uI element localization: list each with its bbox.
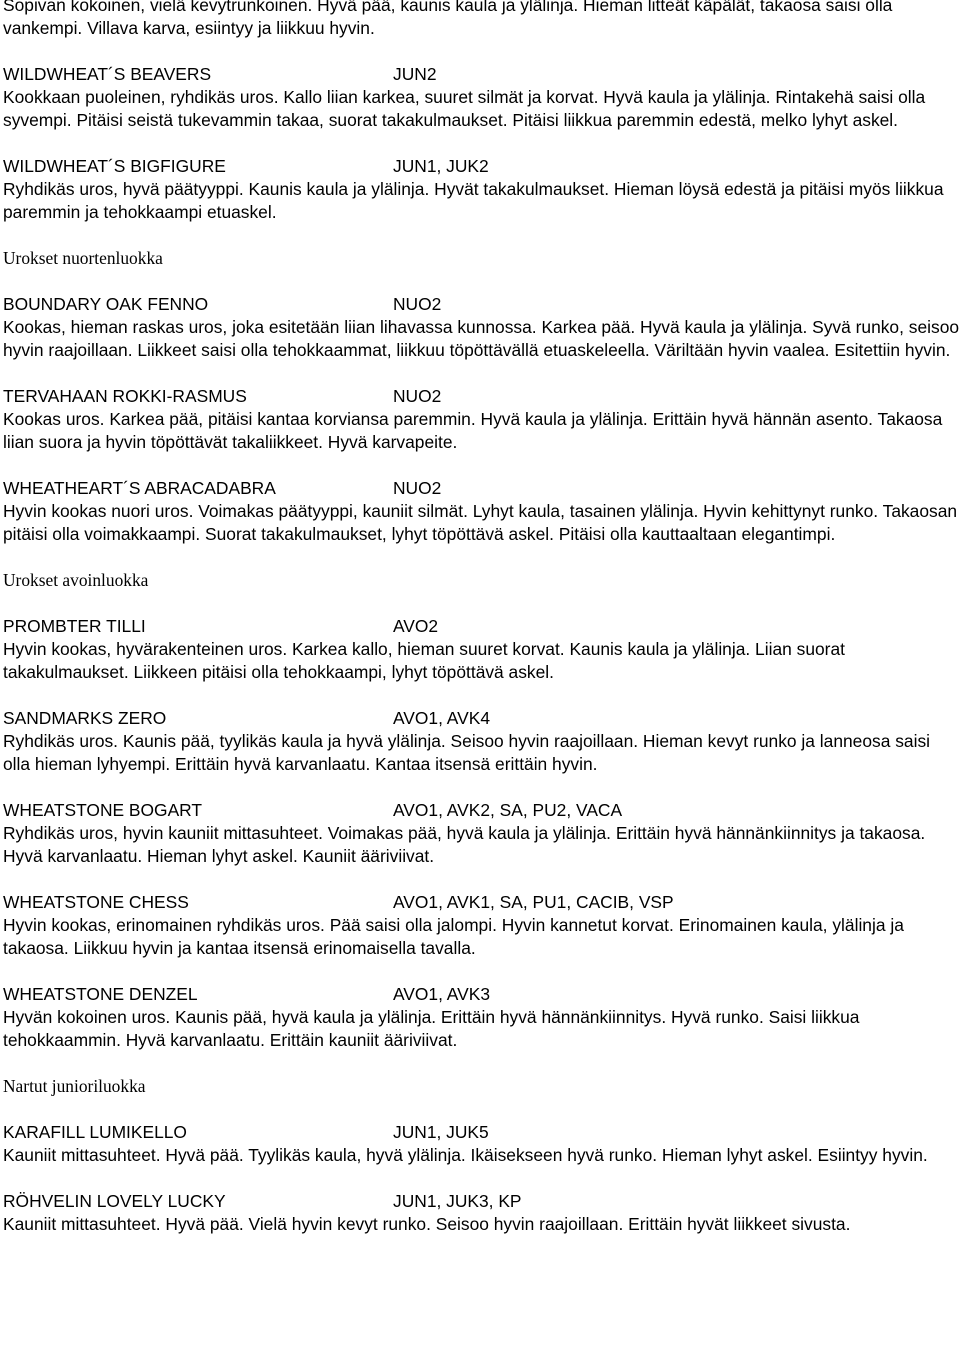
- dog-name: BOUNDARY OAK FENNO: [3, 294, 209, 314]
- dog-entry: [3, 1121, 960, 1167]
- dog-entry: [3, 385, 960, 454]
- dog-name: WILDWHEAT´S BIGFIGURE: [3, 156, 226, 176]
- award-result: AVO2: [393, 616, 439, 636]
- critique-text: Kauniit mittasuhteet. Hyvä pää. Vielä hyvin kevyt runko. Seisoo hyvin raajoillaan. Erittäin hyvät liikkeet sivusta.: [3, 1214, 851, 1234]
- dog-entry: [3, 799, 960, 868]
- entry-header: [3, 63, 960, 86]
- critique-text: Ryhdikäs uros, hyvä päätyyppi. Kaunis kaula ja ylälinja. Hyvät takakulmaukset. Hieman löysä edestä ja pitäisi myös liikkua paremmin ja tehokkaampi etuaskel.: [3, 179, 944, 222]
- dog-name: PROMBTER TILLI: [3, 616, 146, 636]
- critique-text: Hyvin kookas nuori uros. Voimakas päätyyppi, kauniit silmät. Lyhyt kaula, tasainen ylälinja. Hyvin kehittynyt runko. Takaosan pitäisi olla voimakkaampi. Suorat takakulmaukset, lyhyt töpöttävä askel. Pitäisi olla kauttaaltaan elegantimpi.: [3, 501, 958, 544]
- dog-name: WILDWHEAT´S BEAVERS: [3, 64, 212, 84]
- class-heading: Urokset nuortenluokka: [3, 248, 163, 268]
- critique-text: Hyvän kokoinen uros. Kaunis pää, hyvä kaula ja ylälinja. Erittäin hyvä hännänkiinnitys. Hyvä runko. Saisi liikkua tehokkaammin. Hyvä karvanlaatu. Erittäin kauniit ääriviivat.: [3, 1007, 860, 1050]
- award-result: AVO1, AVK1, SA, PU1, CACIB, VSP: [393, 892, 674, 912]
- dog-name: TERVAHAAN ROKKI-RASMUS: [3, 386, 247, 406]
- entry-header: [3, 293, 960, 316]
- dog-name: SANDMARKS ZERO: [3, 708, 167, 728]
- dog-entry: [3, 477, 960, 546]
- entry-header: [3, 155, 960, 178]
- entry-header: [3, 799, 960, 822]
- award-result: JUN1, JUK2: [393, 156, 489, 176]
- class-heading: Nartut junioriluokka: [3, 1076, 146, 1096]
- judging-report: [3, 63, 960, 1236]
- award-result: NUO2: [393, 294, 442, 314]
- entry-header: [3, 615, 960, 638]
- intro-paragraph: Sopivan kokoinen, vielä kevytrunkoinen. Hyvä pää, kaunis kaula ja ylälinja. Hieman litteät käpälät, takaosa saisi olla vankempi. Villava karva, esiintyy ja liikkuu hyvin.: [3, 0, 893, 38]
- entry-header: [3, 1190, 960, 1213]
- critique-text: Kookkaan puoleinen, ryhdikäs uros. Kallo liian karkea, suuret silmät ja korvat. Hyvä kaula ja ylälinja. Rintakehä saisi olla syvempi. Pitäisi seistä tukevammin takaa, suorat takakulmaukset. Pitäisi liikkua paremmin edestä, melko lyhyt askel.: [3, 87, 926, 130]
- document-page: [3, 0, 960, 1259]
- dog-name: WHEATSTONE BOGART: [3, 800, 203, 820]
- dog-entry: [3, 155, 960, 224]
- entry-header: [3, 477, 960, 500]
- dog-entry: [3, 983, 960, 1052]
- class-heading: Urokset avoinluokka: [3, 570, 149, 590]
- entry-header: [3, 891, 960, 914]
- critique-text: Hyvin kookas, erinomainen ryhdikäs uros. Pää saisi olla jalompi. Hyvin kannetut korvat. Erinomainen kaula, ylälinja ja takaosa. Liikkuu hyvin ja kantaa itsensä erinomaisella tavalla.: [3, 915, 904, 958]
- dog-entry: [3, 615, 960, 684]
- entry-header: [3, 707, 960, 730]
- award-result: NUO2: [393, 386, 442, 406]
- award-result: JUN2: [393, 64, 437, 84]
- dog-entry: [3, 1190, 960, 1236]
- entry-header: [3, 1121, 960, 1144]
- award-result: AVO1, AVK3: [393, 984, 490, 1004]
- critique-text: Kauniit mittasuhteet. Hyvä pää. Tyylikäs kaula, hyvä ylälinja. Ikäisekseen hyvä runko. Hieman lyhyt askel. Esiintyy hyvin.: [3, 1145, 928, 1165]
- critique-text: Ryhdikäs uros, hyvin kauniit mittasuhteet. Voimakas pää, hyvä kaula ja ylälinja. Erittäin hyvä hännänkiinnitys ja takaosa. Hyvä karvanlaatu. Hieman lyhyt askel. Kauniit ääriviivat.: [3, 823, 926, 866]
- dog-name: RÖHVELIN LOVELY LUCKY: [3, 1191, 226, 1211]
- dog-name: KARAFILL LUMIKELLO: [3, 1122, 187, 1142]
- dog-entry: [3, 293, 960, 362]
- critique-text: Kookas, hieman raskas uros, joka esitetään liian lihavassa kunnossa. Karkea pää. Hyvä kaula ja ylälinja. Syvä runko, seisoo hyvin raajoillaan. Liikkeet saisi olla tehokkaammat, liikkuu töpöttävällä etuaskeleella. Väriltään hyvin vaalea. Esitettiin hyvin.: [3, 317, 960, 360]
- award-result: AVO1, AVK4: [393, 708, 490, 728]
- entry-header: [3, 385, 960, 408]
- critique-text: Ryhdikäs uros. Kaunis pää, tyylikäs kaula ja hyvä ylälinja. Seisoo hyvin raajoillaan. Hieman kevyt runko ja lanneosa saisi olla hieman lyhyempi. Erittäin hyvä karvanlaatu. Kantaa itsensä erittäin hyvin.: [3, 731, 931, 774]
- dog-entry: [3, 63, 960, 132]
- entry-header: [3, 983, 960, 1006]
- critique-text: Hyvin kookas, hyvärakenteinen uros. Karkea kallo, hieman suuret korvat. Kaunis kaula ja ylälinja. Liian suorat takakulmaukset. Liikkeen pitäisi olla tehokkaampi, lyhyt töpöttävä askel.: [3, 639, 845, 682]
- award-result: JUN1, JUK3, KP: [393, 1191, 522, 1211]
- award-result: NUO2: [393, 478, 442, 498]
- dog-name: WHEATSTONE DENZEL: [3, 984, 198, 1004]
- critique-text: Kookas uros. Karkea pää, pitäisi kantaa korviansa paremmin. Hyvä kaula ja ylälinja. Erittäin hyvä hännän asento. Takaosa liian suora ja hyvin töpöttävät takaliikkeet. Hyvä karvapeite.: [3, 409, 943, 452]
- dog-entry: [3, 707, 960, 776]
- dog-entry: [3, 891, 960, 960]
- award-result: AVO1, AVK2, SA, PU2, VACA: [393, 800, 623, 820]
- award-result: JUN1, JUK5: [393, 1122, 489, 1142]
- dog-name: WHEATSTONE CHESS: [3, 892, 189, 912]
- dog-name: WHEATHEART´S ABRACADABRA: [3, 478, 276, 498]
